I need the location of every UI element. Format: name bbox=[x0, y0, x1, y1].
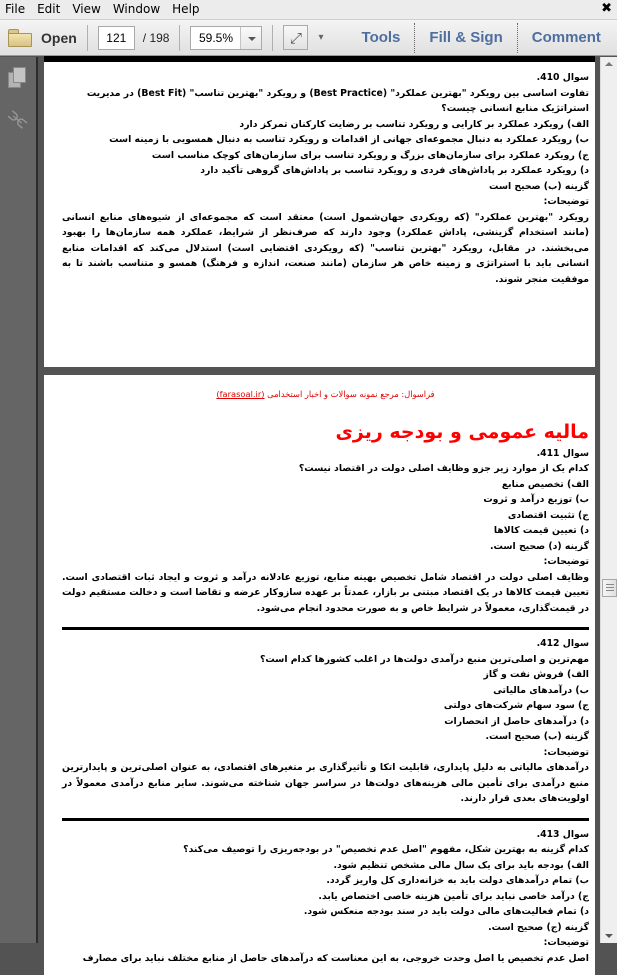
comment-button[interactable]: Comment bbox=[531, 29, 601, 46]
fill-sign-button[interactable]: Fill & Sign bbox=[429, 29, 503, 46]
main-toolbar bbox=[0, 19, 617, 56]
explanation: وظایف اصلی دولت در اقتصاد شامل تخصیص بهینه منابع، توزیع عادلانه درآمد و ثروت و ایجاد ثبات اقتصادی است. تعیین قیمت کالاها در یک اقتصاد مبتنی بر بازار، عمدتاً بر عهده سازوکار عرضه و تقاضا است و دخالت مستقیم دولت در قیمت‌گذاری، معمولاً در شرایط خاص و به صورت محدود انجام می‌شود. bbox=[62, 571, 589, 614]
scroll-up-arrow-icon[interactable] bbox=[605, 62, 613, 66]
menu-bar bbox=[0, 0, 617, 19]
answer: گزینه (ب) صحیح است. bbox=[485, 731, 589, 742]
option: ب) درآمدهای مالیاتی bbox=[493, 684, 589, 696]
option: ب) توزیع درآمد و ثروت bbox=[483, 494, 589, 505]
option: د) رویکرد عملکرد بر پاداش‌های فردی و رویکرد تناسب بر پاداش‌های گروهی تأکید دارد bbox=[200, 165, 589, 176]
pdf-page bbox=[44, 56, 595, 367]
option: د) تعیین قیمت کالاها bbox=[493, 525, 589, 536]
vertical-scrollbar[interactable] bbox=[600, 57, 617, 943]
chapter-title: مالیه عمومی و بودجه ریزی bbox=[335, 420, 589, 443]
explanation: رویکرد "بهترین عملکرد" (که رویکردی جهان‌شمول است) معتقد است که مجموعه‌ای از شیوه‌های منابع انسانی (مانند استخدام گزینشی، پاداش عملکرد) وجود دارند که صرف‌نظر از شرایط، عملکرد همه سازمان‌ها را بهبود می‌بخشند. در مقابل، رویکرد "بهترین تناسب" (که رویکردی اقتضایی است) استدلال می‌کند که اقدامات منابع انسانی باید با استراتژی و زمینه خاص هر سازمان (مانند صنعت، اندازه و فرهنگ) همسو و متناسب باشند تا به موفقیت منجر شوند. bbox=[62, 211, 589, 285]
question-number: سوال 413. bbox=[536, 828, 589, 840]
explanation-label: توضیحات: bbox=[543, 196, 589, 207]
page-header bbox=[62, 375, 589, 403]
answer: گزینه (د) صحیح است. bbox=[490, 540, 589, 552]
full-screen-button[interactable] bbox=[283, 25, 308, 50]
option: د) درآمدهای حاصل از انحصارات bbox=[444, 715, 589, 727]
tools-button[interactable]: Tools bbox=[361, 29, 401, 46]
page-number-input[interactable]: 121 bbox=[98, 26, 135, 50]
menu-edit[interactable]: Edit bbox=[37, 2, 61, 16]
answer: گزینه (ج) صحیح است. bbox=[488, 921, 589, 933]
zoom-level-input[interactable]: 59.5% bbox=[198, 30, 233, 45]
question-number: سوال 411. bbox=[536, 447, 589, 459]
page-total: / 198 bbox=[142, 30, 170, 45]
explanation: درآمدهای مالیاتی به دلیل پایداری، قابلیت اتکا و تأثیرگذاری بر متغیرهای اقتصادی، به عنوان اصلی‌ترین و پایدارترین منبع درآمدی برای تأمین مالی هزینه‌های دولت‌ها در سراسر جهان شناخته می‌شوند. سایر منابع درآمدی معمولاً در اولویت‌های بعدی قرار دارند. bbox=[62, 762, 589, 804]
option: الف) رویکرد عملکرد بر کارایی و رویکرد تناسب بر رضایت کارکنان تمرکز دارد bbox=[239, 118, 589, 130]
scroll-down-arrow-icon[interactable] bbox=[605, 934, 613, 938]
option: ج) تثبیت اقتصادی bbox=[507, 509, 589, 521]
toolbar-divider bbox=[414, 23, 415, 53]
option: الف) بودجه باید برای یک سال مالی مشخص تنظیم شود. bbox=[333, 859, 589, 871]
section-divider bbox=[62, 627, 589, 630]
page-content bbox=[62, 70, 589, 287]
question-number: سوال 410. bbox=[536, 72, 589, 83]
toolbar-divider bbox=[272, 25, 273, 51]
folder-icon bbox=[8, 29, 32, 47]
option: الف) تخصیص منابع bbox=[501, 478, 589, 490]
menu-window[interactable]: Window bbox=[112, 2, 161, 16]
toolbar-divider bbox=[87, 25, 88, 51]
option: ج) رویکرد عملکرد برای سازمان‌های بزرگ و رویکرد تناسب برای سازمان‌های کوچک مناسب است bbox=[151, 149, 589, 161]
document-viewport[interactable] bbox=[40, 57, 600, 964]
expand-arrows-icon: ⤢ bbox=[289, 28, 302, 47]
header-text: فراسوال: مرجع نمونه سوالات و اخبار استخدامی bbox=[267, 389, 435, 399]
question-text: کدام گزینه به بهترین شکل، مفهوم "اصل عدم تخصیص" در بودجه‌ریزی را توصیف می‌کند؟ bbox=[183, 844, 589, 855]
explanation-label: توضیحات: bbox=[543, 746, 589, 758]
navigation-pane bbox=[0, 57, 38, 943]
question-text: مهم‌ترین و اصلی‌ترین منبع درآمدی دولت‌ها در اغلب کشورها کدام است؟ bbox=[259, 653, 589, 665]
option: ج) درآمد خاصی نباید برای تأمین هزینه خاصی اختصاص یابد. bbox=[318, 890, 589, 902]
question-text: کدام یک از موارد زیر جزو وظایف اصلی دولت در اقتصاد نیست؟ bbox=[298, 463, 589, 474]
option: د) تمام فعالیت‌های مالی دولت باید در سند بودجه منعکس شود. bbox=[303, 906, 589, 917]
toolbar-more-dropdown-icon[interactable]: ▾ bbox=[318, 32, 324, 43]
open-button[interactable] bbox=[8, 23, 77, 53]
option: ب) رویکرد عملکرد به دنبال مجموعه‌ای جهانی از اقدامات و رویکرد تناسب به دنبال همسویی با زمینه است bbox=[109, 134, 589, 145]
toolbar-divider bbox=[517, 23, 518, 53]
explanation: اصل عدم تخصیص یا اصل وحدت خروجی، به این معناست که درآمدهای حاصل از منابع مختلف نباید برای مصارف bbox=[82, 952, 589, 964]
section-divider bbox=[62, 818, 589, 821]
close-document-icon[interactable]: ✖ bbox=[601, 1, 612, 16]
answer: گزینه (ب) صحیح است bbox=[488, 180, 589, 192]
header-site-link[interactable]: (farasoal.ir) bbox=[216, 389, 265, 399]
menu-file[interactable]: File bbox=[5, 2, 26, 16]
scrollbar-thumb[interactable] bbox=[602, 579, 617, 597]
option: الف) فروش نفت و گاز bbox=[483, 669, 589, 680]
question-text: تفاوت اساسی بین رویکرد "بهترین عملکرد" (Best Practice) و رویکرد "بهترین تناسب" (Best Fit) در مدیریت استراتژیک منابع انسانی چیست؟ bbox=[86, 87, 589, 114]
page-thumbnails-icon[interactable] bbox=[6, 66, 30, 90]
attachments-icon[interactable]: ⫘ bbox=[2, 102, 34, 135]
option: ب) تمام درآمدهای دولت باید به خزانه‌داری کل واریز گردد. bbox=[326, 875, 589, 886]
explanation-label: توضیحات: bbox=[543, 937, 589, 948]
question-number: سوال 412. bbox=[536, 638, 589, 649]
menu-view[interactable]: View bbox=[72, 2, 101, 16]
open-label: Open bbox=[41, 29, 77, 46]
menu-help[interactable]: Help bbox=[172, 2, 200, 16]
explanation-label: توضیحات: bbox=[543, 556, 589, 567]
pdf-page bbox=[44, 375, 595, 975]
option: ج) سود سهام شرکت‌های دولتی bbox=[443, 700, 589, 711]
page-content bbox=[62, 375, 589, 966]
toolbar-divider bbox=[179, 25, 180, 51]
chevron-down-icon[interactable] bbox=[240, 27, 261, 49]
zoom-select[interactable] bbox=[190, 26, 262, 50]
